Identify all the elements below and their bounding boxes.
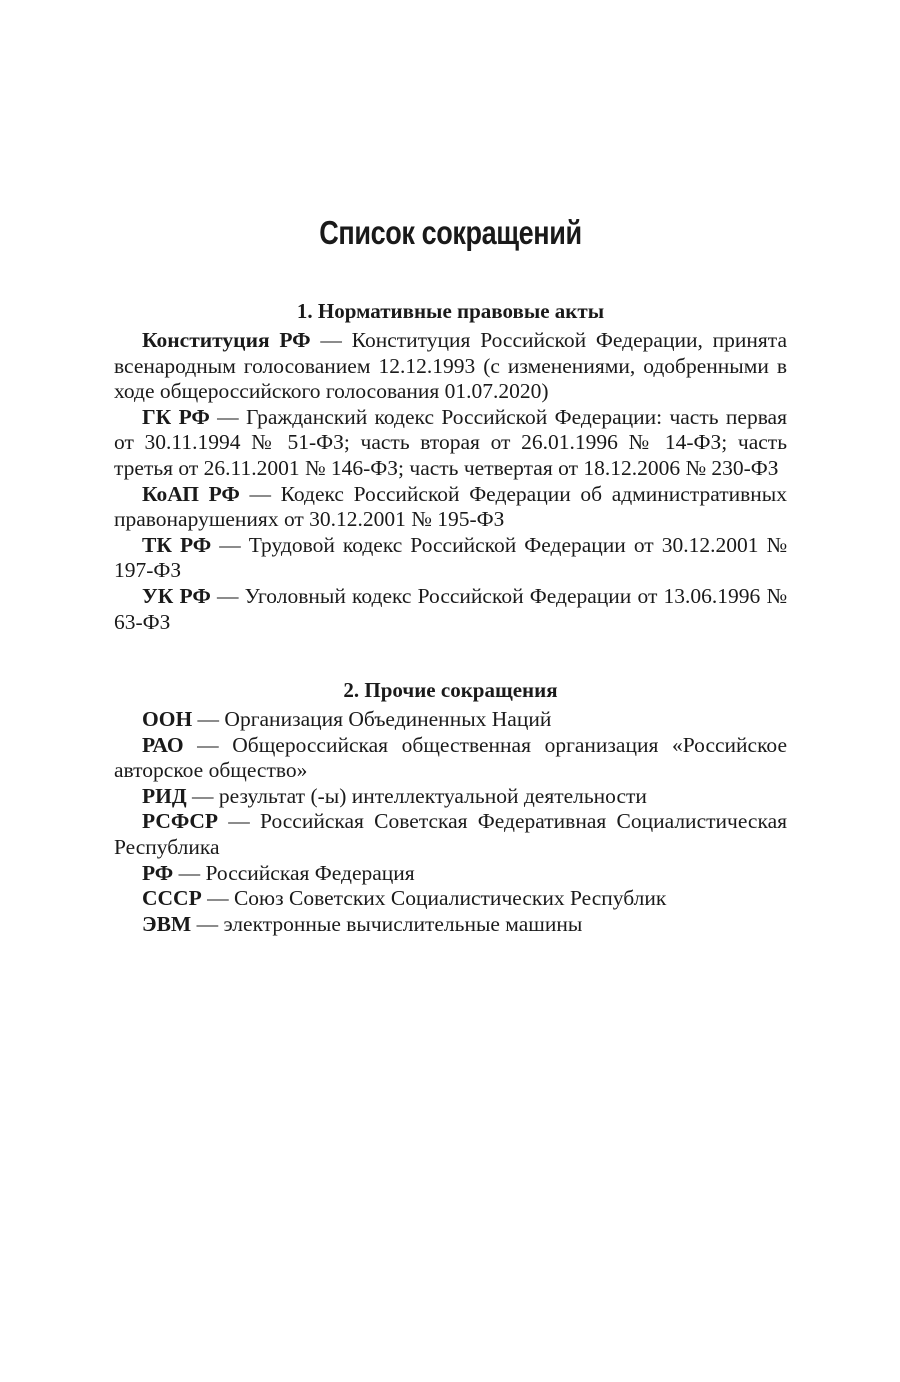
abbreviation-entry xyxy=(114,584,787,635)
section-heading: 2. Прочие сокращения xyxy=(343,678,558,702)
page-title: Список сокращений xyxy=(319,214,582,251)
abbreviation-term: Конституция РФ xyxy=(142,328,311,352)
abbreviation-definition: — Кодекс Российской Федерации об административных правонарушениях от 30.12.2001 № 195-ФЗ xyxy=(114,481,787,532)
abbreviation-definition: — результат (-ы) интеллектуальной деятельности xyxy=(186,783,647,808)
abbreviation-entry xyxy=(114,886,787,912)
abbreviation-entry xyxy=(114,809,787,860)
abbreviation-definition: — Союз Советских Социалистических Республик xyxy=(201,886,667,911)
abbreviation-entry xyxy=(114,707,787,733)
section-other-abbreviations xyxy=(114,677,787,937)
abbreviation-entry xyxy=(114,405,787,482)
abbreviation-term: УК РФ xyxy=(142,583,211,608)
section-normative-acts xyxy=(114,298,787,635)
section-heading: 1. Нормативные правовые акты xyxy=(296,299,605,323)
abbreviation-term: РСФСР xyxy=(142,809,219,834)
abbreviation-definition: — Российская Федерация xyxy=(173,860,415,885)
abbreviation-definition: — Конституция Российской Федерации, принята всенародным голосованием 12.12.1993 (с изменениями, одобренными в ходе общероссийского голосования 01.07.2020) xyxy=(114,328,787,404)
abbreviation-entry xyxy=(114,533,787,584)
abbreviation-term: РИД xyxy=(142,783,187,808)
abbreviation-term: СССР xyxy=(142,886,202,911)
abbreviation-term: ЭВМ xyxy=(142,911,192,936)
abbreviation-entry xyxy=(114,733,787,784)
abbreviation-term: ГК РФ xyxy=(142,404,210,429)
abbreviation-definition: — электронные вычислительные машины xyxy=(191,911,583,936)
abbreviation-definition: — Организация Объединенных Наций xyxy=(192,707,552,731)
abbreviation-term: КоАП РФ xyxy=(142,481,240,506)
abbreviation-entry xyxy=(114,328,787,405)
abbreviation-definition: — Общероссийская общественная организация «Российское авторское общество» xyxy=(114,732,787,783)
abbreviation-definition: — Трудовой кодекс Российской Федерации от 30.12.2001 № 197-ФЗ xyxy=(114,532,787,583)
abbreviation-definition: — Российская Советская Федеративная Социалистическая Республика xyxy=(114,809,787,859)
abbreviation-term: ТК РФ xyxy=(142,532,212,557)
abbreviation-entry xyxy=(114,784,787,810)
abbreviation-definition: — Уголовный кодекс Российской Федерации от 13.06.1996 № 63-ФЗ xyxy=(114,583,787,634)
abbreviation-entry xyxy=(114,861,787,887)
abbreviation-term: ООН xyxy=(142,707,193,731)
abbreviation-entry xyxy=(114,912,787,938)
abbreviation-term: РАО xyxy=(142,732,184,757)
abbreviation-term: РФ xyxy=(142,860,174,885)
abbreviation-definition: — Гражданский кодекс Российской Федерации: часть первая от 30.11.1994 № 51-ФЗ; часть вторая от 26.01.1996 № 14-ФЗ; часть третья от 26.11.2001 № 146-ФЗ; часть четвертая от 18.12.2006 № 230-ФЗ xyxy=(114,404,787,480)
abbreviation-entry xyxy=(114,482,787,533)
